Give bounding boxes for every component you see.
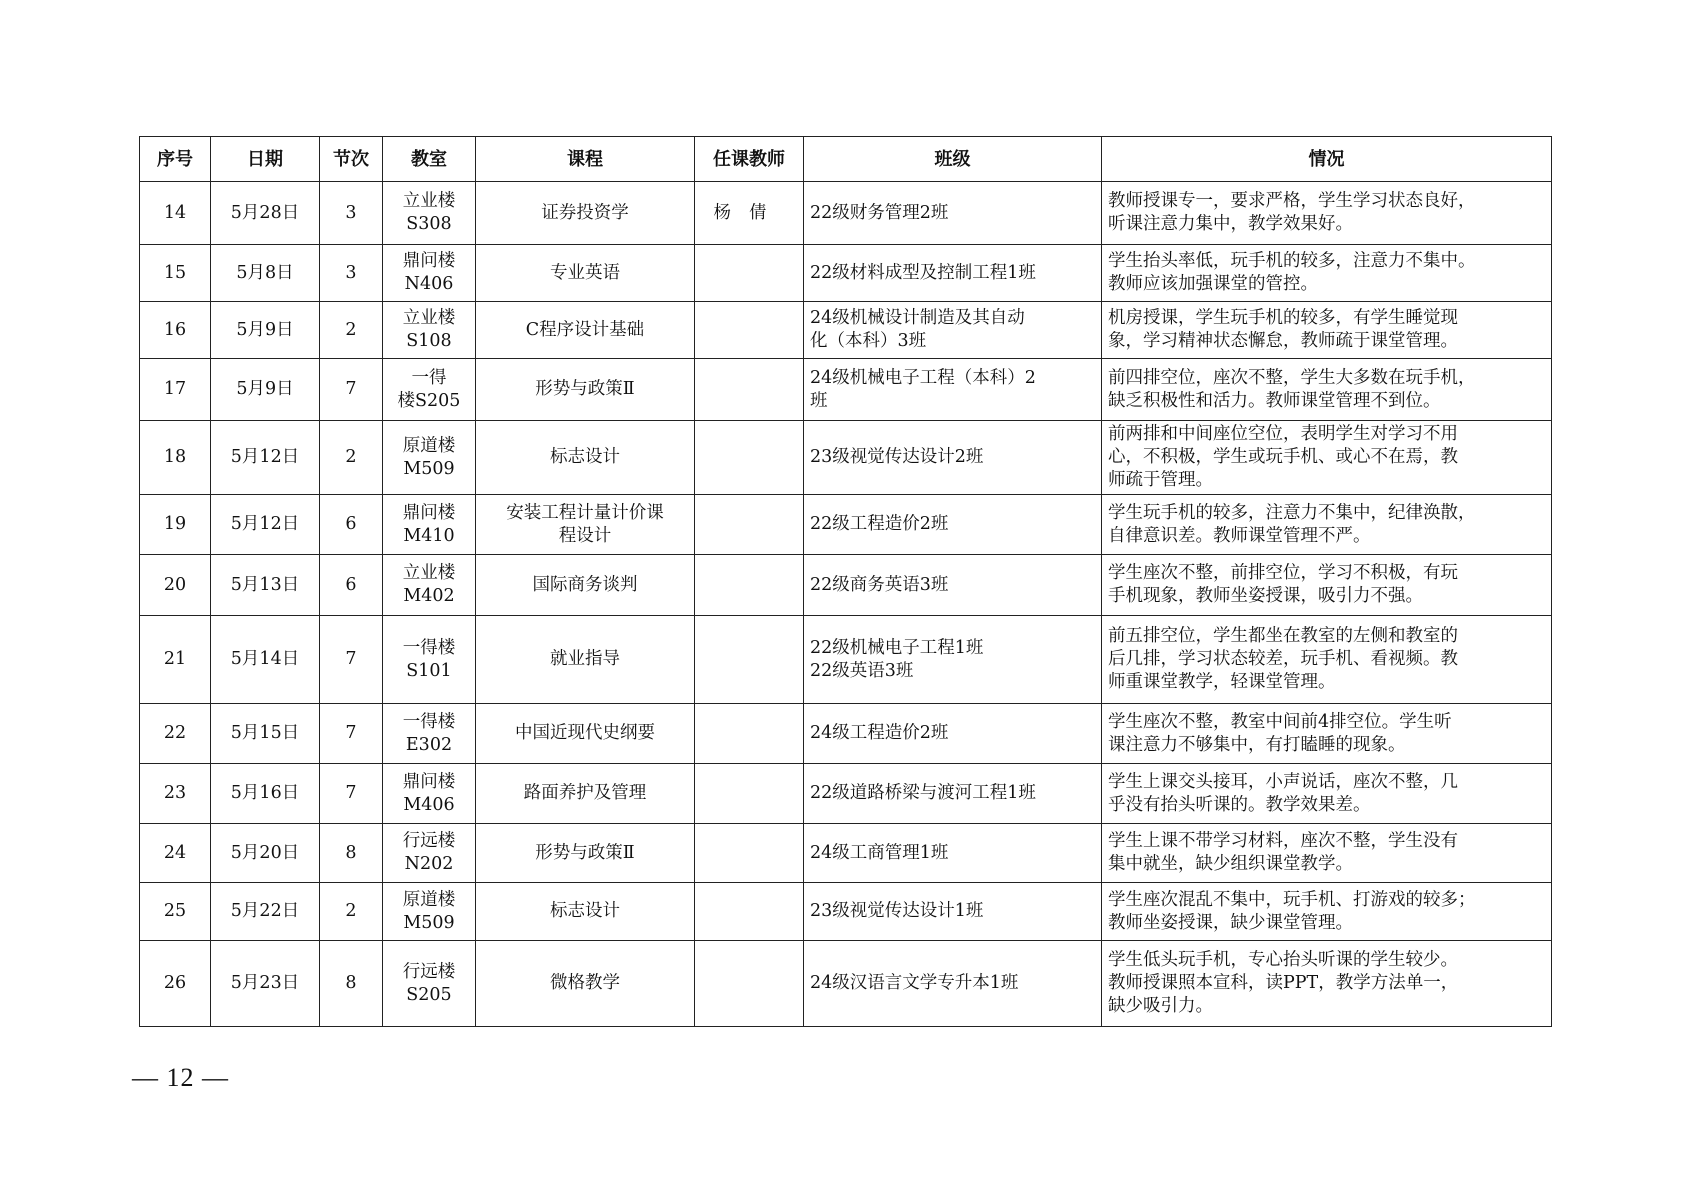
- cell-period: 2: [320, 883, 383, 941]
- cell-room-line: 鼎问楼: [402, 502, 456, 523]
- cell-teacher: [695, 824, 804, 883]
- cell-class-line: 22级机械电子工程1班: [810, 637, 984, 658]
- cell-teacher: [695, 883, 804, 941]
- cell-status: [1102, 245, 1552, 302]
- cell-no: 15: [140, 245, 211, 302]
- table-row: [140, 302, 1552, 359]
- cell-status-line: 前四排空位，座次不整，学生大多数在玩手机，: [1108, 367, 1476, 388]
- cell-status: [1102, 941, 1552, 1027]
- cell-period: 3: [320, 245, 383, 302]
- cell-room: [383, 704, 476, 764]
- page-number: — 12 —: [132, 1063, 229, 1092]
- cell-status-line: 缺少吸引力。: [1108, 996, 1213, 1016]
- cell-course: [476, 883, 695, 941]
- cell-date: 5月20日: [211, 824, 320, 883]
- cell-class: [804, 883, 1102, 941]
- cell-room-line: 一得楼: [402, 637, 456, 658]
- cell-status-line: 乎没有抬头听课的。教学效果差。: [1108, 794, 1371, 815]
- cell-no: 22: [140, 704, 211, 764]
- cell-date: 5月14日: [211, 616, 320, 704]
- cell-status-line: 后几排，学习状态较差，玩手机、看视频。教: [1108, 649, 1458, 669]
- cell-status-line: 学生上课不带学习材料，座次不整，学生没有: [1108, 831, 1458, 851]
- cell-date: 5月12日: [211, 421, 320, 495]
- cell-date: 5月9日: [211, 359, 320, 421]
- cell-course: [476, 245, 695, 302]
- cell-course-line: 程设计: [558, 525, 612, 546]
- cell-date: 5月15日: [211, 704, 320, 764]
- cell-status: [1102, 555, 1552, 616]
- cell-status-line: 教师授课照本宣科，读PPT，教学方法单一，: [1108, 973, 1459, 993]
- cell-teacher: [695, 555, 804, 616]
- cell-period: 8: [320, 941, 383, 1027]
- cell-status-line: 学生抬头率低，玩手机的较多，注意力不集中。: [1108, 251, 1476, 271]
- cell-no: 17: [140, 359, 211, 421]
- cell-teacher: [695, 302, 804, 359]
- cell-teacher: [695, 941, 804, 1027]
- cell-room-line: 行远楼: [402, 961, 456, 982]
- cell-status-line: 课注意力不够集中，有打瞌睡的现象。: [1108, 734, 1406, 755]
- cell-room-line: 一得: [411, 367, 447, 388]
- header-status: 情况: [1102, 137, 1552, 182]
- cell-course-line: 证券投资学: [541, 202, 629, 223]
- cell-class-line: 22级商务英语3班: [810, 574, 949, 595]
- cell-room-line: 原道楼: [402, 889, 456, 910]
- cell-course: [476, 302, 695, 359]
- header-date: 日期: [211, 137, 320, 182]
- cell-status-line: 教师应该加强课堂的管控。: [1108, 274, 1318, 294]
- cell-class-line: 24级工程造价2班: [810, 723, 949, 743]
- cell-teacher: [695, 359, 804, 421]
- cell-class: [804, 555, 1102, 616]
- cell-no: 18: [140, 421, 211, 495]
- table-row: [140, 182, 1552, 245]
- cell-status: [1102, 182, 1552, 245]
- cell-course-line: 微格教学: [550, 973, 620, 993]
- cell-course: [476, 421, 695, 495]
- header-course: 课程: [476, 137, 695, 182]
- cell-room: [383, 245, 476, 302]
- inspection-table: [139, 136, 1552, 1027]
- cell-class: [804, 704, 1102, 764]
- cell-teacher: [695, 495, 804, 555]
- cell-teacher: [695, 245, 804, 302]
- header-room: 教室: [383, 137, 476, 182]
- cell-class: [804, 824, 1102, 883]
- cell-status: [1102, 616, 1552, 704]
- cell-room-line: M509: [403, 458, 455, 479]
- cell-room-line: S108: [406, 331, 452, 351]
- cell-date: 5月8日: [211, 245, 320, 302]
- cell-status: [1102, 704, 1552, 764]
- header-no: 序号: [140, 137, 211, 182]
- cell-status-line: 学生低头玩手机，专心抬头听课的学生较少。: [1108, 950, 1458, 970]
- cell-room-line: S308: [406, 214, 452, 234]
- cell-course-line: 就业指导: [550, 649, 620, 669]
- cell-course: [476, 616, 695, 704]
- cell-room-line: M402: [403, 586, 455, 606]
- cell-class: [804, 359, 1102, 421]
- cell-status: [1102, 359, 1552, 421]
- cell-date: 5月16日: [211, 764, 320, 824]
- cell-status-line: 学生座次混乱不集中，玩手机、打游戏的较多；: [1108, 889, 1476, 910]
- cell-class: [804, 616, 1102, 704]
- cell-status: [1102, 495, 1552, 555]
- cell-period: 3: [320, 182, 383, 245]
- cell-no: 19: [140, 495, 211, 555]
- header-period: 节次: [320, 137, 383, 182]
- cell-date: 5月9日: [211, 302, 320, 359]
- cell-room-line: 行远楼: [402, 831, 456, 851]
- cell-course-line: 中国近现代史纲要: [515, 723, 655, 743]
- cell-status-line: 前两排和中间座位空位，表明学生对学习不用: [1108, 424, 1458, 444]
- cell-status-line: 集中就坐，缺少组织课堂教学。: [1108, 854, 1353, 874]
- table-header-row: [140, 137, 1552, 182]
- cell-room-line: 立业楼: [402, 563, 456, 583]
- cell-date: 5月28日: [211, 182, 320, 245]
- cell-date: 5月12日: [211, 495, 320, 555]
- table-row: [140, 245, 1552, 302]
- header-class: 班级: [804, 137, 1102, 182]
- cell-class: [804, 941, 1102, 1027]
- cell-class: [804, 245, 1102, 302]
- cell-status-line: 学生座次不整，教室中间前4排空位。学生听: [1108, 711, 1452, 732]
- table-row: [140, 359, 1552, 421]
- cell-status-line: 教师坐姿授课，缺少课堂管理。: [1108, 912, 1353, 933]
- cell-course: [476, 359, 695, 421]
- cell-class-line: 24级机械电子工程（本科）2: [810, 367, 1036, 388]
- cell-course: [476, 764, 695, 824]
- cell-status: [1102, 824, 1552, 883]
- cell-class-line: 22级英语3班: [810, 660, 914, 681]
- cell-room-line: N202: [404, 854, 454, 874]
- cell-room-line: 鼎问楼: [402, 251, 456, 271]
- cell-course: [476, 555, 695, 616]
- cell-room: [383, 421, 476, 495]
- cell-room: [383, 359, 476, 421]
- cell-status-line: 机房授课，学生玩手机的较多，有学生睡觉现: [1108, 308, 1458, 328]
- cell-status-line: 听课注意力集中，教学效果好。: [1108, 214, 1353, 234]
- cell-date: 5月22日: [211, 883, 320, 941]
- cell-room-line: 立业楼: [402, 191, 456, 211]
- cell-class: [804, 302, 1102, 359]
- cell-room: [383, 495, 476, 555]
- cell-no: 20: [140, 555, 211, 616]
- cell-room-line: M509: [403, 912, 455, 933]
- cell-course-line: 形势与政策Ⅱ: [535, 842, 635, 863]
- cell-class-line: 班: [810, 390, 828, 411]
- cell-room: [383, 824, 476, 883]
- cell-course-line: 国际商务谈判: [532, 574, 638, 595]
- cell-teacher: [695, 616, 804, 704]
- header-teacher: 任课教师: [695, 137, 804, 182]
- table-row: [140, 421, 1552, 495]
- table-row: [140, 941, 1552, 1027]
- cell-course-line: C程序设计基础: [525, 319, 645, 340]
- cell-room-line: N406: [404, 274, 454, 294]
- cell-no: 26: [140, 941, 211, 1027]
- cell-course-line: 路面养护及管理: [523, 783, 647, 803]
- cell-status-line: 自律意识差。教师课堂管理不严。: [1108, 525, 1371, 546]
- cell-status: [1102, 764, 1552, 824]
- cell-class-line: 22级道路桥梁与渡河工程1班: [810, 783, 1036, 803]
- cell-status-line: 师重课堂教学，轻课堂管理。: [1108, 672, 1336, 692]
- cell-course-line: 安装工程计量计价课: [506, 502, 664, 523]
- cell-period: 2: [320, 421, 383, 495]
- cell-period: 6: [320, 495, 383, 555]
- cell-course-line: 标志设计: [550, 447, 620, 467]
- cell-course-line: 专业英语: [550, 262, 620, 283]
- cell-status-line: 学生座次不整，前排空位，学习不积极，有玩: [1108, 563, 1458, 583]
- table-row: [140, 824, 1552, 883]
- cell-class-line: 22级工程造价2班: [810, 514, 949, 534]
- cell-status-line: 教师授课专一，要求严格，学生学习状态良好，: [1108, 191, 1476, 211]
- cell-class-line: 24级汉语言文学专升本1班: [810, 973, 1019, 993]
- cell-room-line: 一得楼: [402, 711, 456, 732]
- cell-room-line: 鼎问楼: [402, 771, 456, 792]
- cell-class-line: 22级材料成型及控制工程1班: [810, 262, 1036, 283]
- cell-class-line: 24级工商管理1班: [810, 842, 949, 863]
- cell-period: 2: [320, 302, 383, 359]
- cell-no: 16: [140, 302, 211, 359]
- cell-course: [476, 182, 695, 245]
- table-row: [140, 495, 1552, 555]
- cell-room: [383, 182, 476, 245]
- cell-course: [476, 824, 695, 883]
- cell-date: 5月13日: [211, 555, 320, 616]
- cell-class: [804, 421, 1102, 495]
- cell-status-line: 手机现象，教师坐姿授课，吸引力不强。: [1108, 586, 1423, 606]
- cell-course: [476, 495, 695, 555]
- cell-period: 7: [320, 704, 383, 764]
- cell-period: 7: [320, 359, 383, 421]
- cell-course: [476, 941, 695, 1027]
- cell-room-line: E302: [405, 734, 453, 755]
- cell-status: [1102, 883, 1552, 941]
- cell-room-line: S101: [406, 660, 452, 681]
- cell-status-line: 象，学习精神状态懈怠，教师疏于课堂管理。: [1108, 331, 1458, 351]
- cell-date: 5月23日: [211, 941, 320, 1027]
- cell-room: [383, 883, 476, 941]
- cell-teacher: [695, 704, 804, 764]
- cell-no: 24: [140, 824, 211, 883]
- cell-status-line: 缺乏积极性和活力。教师课堂管理不到位。: [1108, 390, 1441, 411]
- cell-class-line: 23级视觉传达设计2班: [810, 447, 984, 467]
- cell-class: [804, 764, 1102, 824]
- cell-no: 21: [140, 616, 211, 704]
- table-row: [140, 616, 1552, 704]
- cell-course: [476, 704, 695, 764]
- table-row: [140, 764, 1552, 824]
- cell-room: [383, 555, 476, 616]
- cell-status-line: 前五排空位，学生都坐在教室的左侧和教室的: [1108, 626, 1458, 646]
- cell-course-line: 标志设计: [550, 901, 620, 921]
- table-row: [140, 555, 1552, 616]
- table-row: [140, 704, 1552, 764]
- cell-room: [383, 302, 476, 359]
- cell-room-line: M406: [403, 794, 455, 815]
- cell-room-line: 立业楼: [402, 308, 456, 328]
- table-row: [140, 883, 1552, 941]
- cell-room-line: 原道楼: [402, 435, 456, 456]
- cell-course-line: 形势与政策Ⅱ: [535, 379, 635, 399]
- cell-room-line: 楼S205: [397, 390, 461, 411]
- table-body: [140, 182, 1552, 1027]
- cell-room-line: M410: [403, 525, 455, 546]
- cell-room-line: S205: [406, 984, 452, 1005]
- cell-period: 7: [320, 616, 383, 704]
- cell-room: [383, 941, 476, 1027]
- cell-status-line: 学生上课交头接耳，小声说话，座次不整，几: [1108, 771, 1458, 792]
- cell-period: 7: [320, 764, 383, 824]
- cell-status-line: 心，不积极，学生或玩手机、或心不在焉，教: [1108, 447, 1458, 467]
- cell-status: [1102, 421, 1552, 495]
- cell-status-line: 师疏于管理。: [1108, 470, 1213, 490]
- cell-period: 8: [320, 824, 383, 883]
- cell-room: [383, 616, 476, 704]
- cell-teacher: [695, 421, 804, 495]
- cell-no: 25: [140, 883, 211, 941]
- cell-status: [1102, 302, 1552, 359]
- cell-teacher: 杨倩: [695, 182, 804, 245]
- cell-teacher: [695, 764, 804, 824]
- cell-class: [804, 495, 1102, 555]
- cell-class-line: 化（本科）3班: [810, 331, 927, 351]
- cell-class-line: 22级财务管理2班: [810, 202, 949, 223]
- cell-status-line: 学生玩手机的较多，注意力不集中，纪律涣散，: [1108, 502, 1476, 523]
- cell-room: [383, 764, 476, 824]
- cell-class-line: 24级机械设计制造及其自动: [810, 308, 1025, 328]
- cell-class: [804, 182, 1102, 245]
- cell-class-line: 23级视觉传达设计1班: [810, 901, 984, 921]
- cell-period: 6: [320, 555, 383, 616]
- cell-no: 14: [140, 182, 211, 245]
- cell-no: 23: [140, 764, 211, 824]
